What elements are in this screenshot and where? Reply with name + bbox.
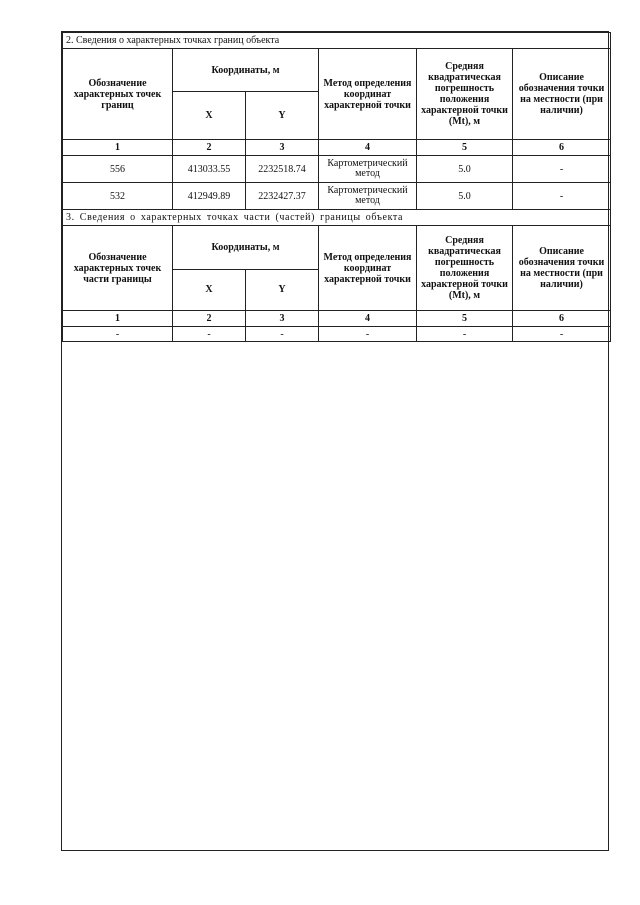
cell-point: - (63, 327, 173, 342)
column-number: 5 (417, 311, 513, 327)
cell-point: 556 (63, 156, 173, 183)
cell-point: 532 (63, 183, 173, 210)
header-x: X (173, 269, 246, 311)
header-designation: Обозначение характерных точек границ (63, 49, 173, 140)
section-2-header-row (63, 49, 611, 92)
column-number: 6 (513, 311, 611, 327)
header-description: Описание обозначения точки на местности (при наличии) (513, 49, 611, 140)
section-3-title: 3. Сведения о характерных точках части (частей) границы объекта (63, 210, 611, 226)
column-number: 5 (417, 140, 513, 156)
column-number: 4 (319, 311, 417, 327)
cell-y: 2232427.37 (246, 183, 319, 210)
section-2-title-row (63, 33, 611, 49)
header-method: Метод определения координат характерной точки (319, 226, 417, 311)
cell-method: Картометрический метод (319, 156, 417, 183)
table-row (63, 327, 611, 342)
section-2-column-numbers (63, 140, 611, 156)
cell-x: - (173, 327, 246, 342)
column-number: 4 (319, 140, 417, 156)
header-y: Y (246, 269, 319, 311)
cell-method: Картометрический метод (319, 183, 417, 210)
header-coordinates: Координаты, м (173, 49, 319, 92)
cell-mt: - (417, 327, 513, 342)
column-number: 1 (63, 140, 173, 156)
header-accuracy: Средняя квадратическая погрешность положения характерной точки (Mt), м (417, 49, 513, 140)
column-number: 2 (173, 140, 246, 156)
cell-method: - (319, 327, 417, 342)
column-number: 2 (173, 311, 246, 327)
header-method: Метод определения координат характерной точки (319, 49, 417, 140)
cell-y: 2232518.74 (246, 156, 319, 183)
table-row (63, 156, 611, 183)
table-row (63, 183, 611, 210)
header-accuracy: Средняя квадратическая погрешность положения характерной точки (Mt), м (417, 226, 513, 311)
section-3-header-row (63, 226, 611, 270)
column-number: 3 (246, 140, 319, 156)
column-number: 6 (513, 140, 611, 156)
header-y: Y (246, 92, 319, 140)
section-3-column-numbers (63, 311, 611, 327)
section-3-title-row (63, 210, 611, 226)
cell-description: - (513, 327, 611, 342)
header-designation: Обозначение характерных точек части границы (63, 226, 173, 311)
cell-y: - (246, 327, 319, 342)
cell-mt: 5.0 (417, 156, 513, 183)
cell-x: 412949.89 (173, 183, 246, 210)
cell-description: - (513, 156, 611, 183)
points-table (62, 32, 611, 342)
cell-mt: 5.0 (417, 183, 513, 210)
column-number: 3 (246, 311, 319, 327)
header-description: Описание обозначения точки на местности (при наличии) (513, 226, 611, 311)
section-2-title: 2. Сведения о характерных точках границ объекта (63, 33, 611, 49)
header-coordinates: Координаты, м (173, 226, 319, 270)
cell-x: 413033.55 (173, 156, 246, 183)
column-number: 1 (63, 311, 173, 327)
cell-description: - (513, 183, 611, 210)
document-frame (61, 31, 609, 851)
header-x: X (173, 92, 246, 140)
